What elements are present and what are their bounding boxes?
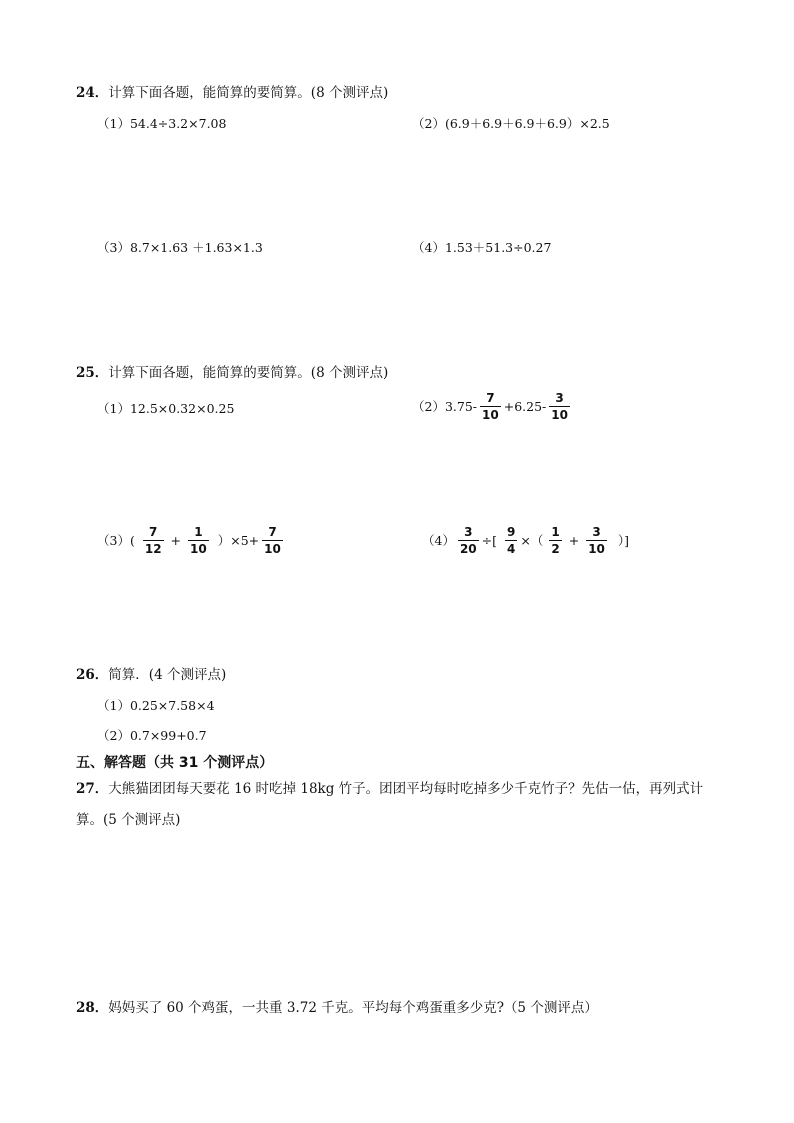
q25-item-2 — [412, 391, 573, 422]
question-26 — [76, 666, 226, 684]
q25-item-4 — [422, 525, 629, 556]
question-text: 妈妈买了 60 个鸡蛋，一共重 3.72 千克。平均每个鸡蛋重多少克?（5 个测评点） — [108, 1000, 598, 1016]
question-27 — [76, 780, 703, 798]
section-title: 五、解答题（共 31 个测评点） — [76, 755, 274, 771]
question-text: 简算．(4 个测评点) — [108, 667, 227, 683]
fraction: $\frac{1}{10}$ — [190, 525, 207, 556]
fraction: $\frac{3}{10}$ — [588, 525, 605, 556]
question-number: 26． — [76, 667, 109, 683]
question-number: 25． — [76, 365, 109, 381]
expr-text: + — [568, 532, 580, 548]
expr-text: ）] — [617, 532, 630, 548]
question-text: 计算下面各题，能简算的要简算。(8 个测评点) — [108, 85, 389, 101]
question-text: 大熊猫团团每天要花 16 时吃掉 18kg 竹子。团团平均每时吃掉多少千克竹子？先估一估，再列式计 — [108, 781, 704, 797]
q25-item-1: （1）12.5×0.32×0.25 — [97, 401, 235, 416]
expr-text: ×（ — [520, 532, 544, 548]
expr-text: ÷[ — [481, 532, 498, 548]
fraction: $\frac{3}{20}$ — [459, 525, 477, 556]
question-number: 28． — [76, 1000, 109, 1016]
question-text: 计算下面各题，能简算的要简算。(8 个测评点) — [108, 365, 389, 381]
q24-item-1: （1）54.4÷3.2×7.08 — [97, 116, 227, 131]
question-25 — [76, 364, 388, 382]
fraction: $\frac{1}{2}$ — [551, 525, 560, 556]
expr-text: +6.25- — [503, 398, 547, 414]
question-number: 24． — [76, 85, 109, 101]
question-24 — [76, 84, 388, 102]
expr-text: （3）( — [97, 532, 135, 548]
fraction: $\frac{7}{12}$ — [144, 525, 162, 556]
expr-text: （4） — [422, 532, 455, 548]
q26-item-2: （2）0.7×99+0.7 — [97, 728, 207, 743]
expr-text: （2）3.75- — [412, 398, 478, 414]
fraction: $\frac{9}{4}$ — [507, 525, 516, 556]
fraction: $\frac{7}{10}$ — [264, 525, 281, 556]
q24-item-4: （4）1.53＋51.3÷0.27 — [412, 240, 552, 255]
q26-item-1: （1）0.25×7.58×4 — [97, 698, 215, 713]
fraction: $\frac{7}{10}$ — [482, 391, 499, 422]
question-number: 27． — [76, 781, 109, 797]
fraction: $\frac{3}{10}$ — [551, 391, 568, 422]
expr-text: ）×5+ — [217, 532, 260, 548]
q25-item-3 — [97, 525, 286, 556]
question-28 — [76, 999, 598, 1017]
question-27-continued: 算。(5 个测评点) — [76, 812, 181, 828]
q24-item-3: （3）8.7×1.63 ＋1.63×1.3 — [97, 240, 263, 255]
expr-text: + — [170, 532, 182, 548]
q24-item-2: （2）(6.9＋6.9＋6.9＋6.9）×2.5 — [412, 116, 610, 131]
